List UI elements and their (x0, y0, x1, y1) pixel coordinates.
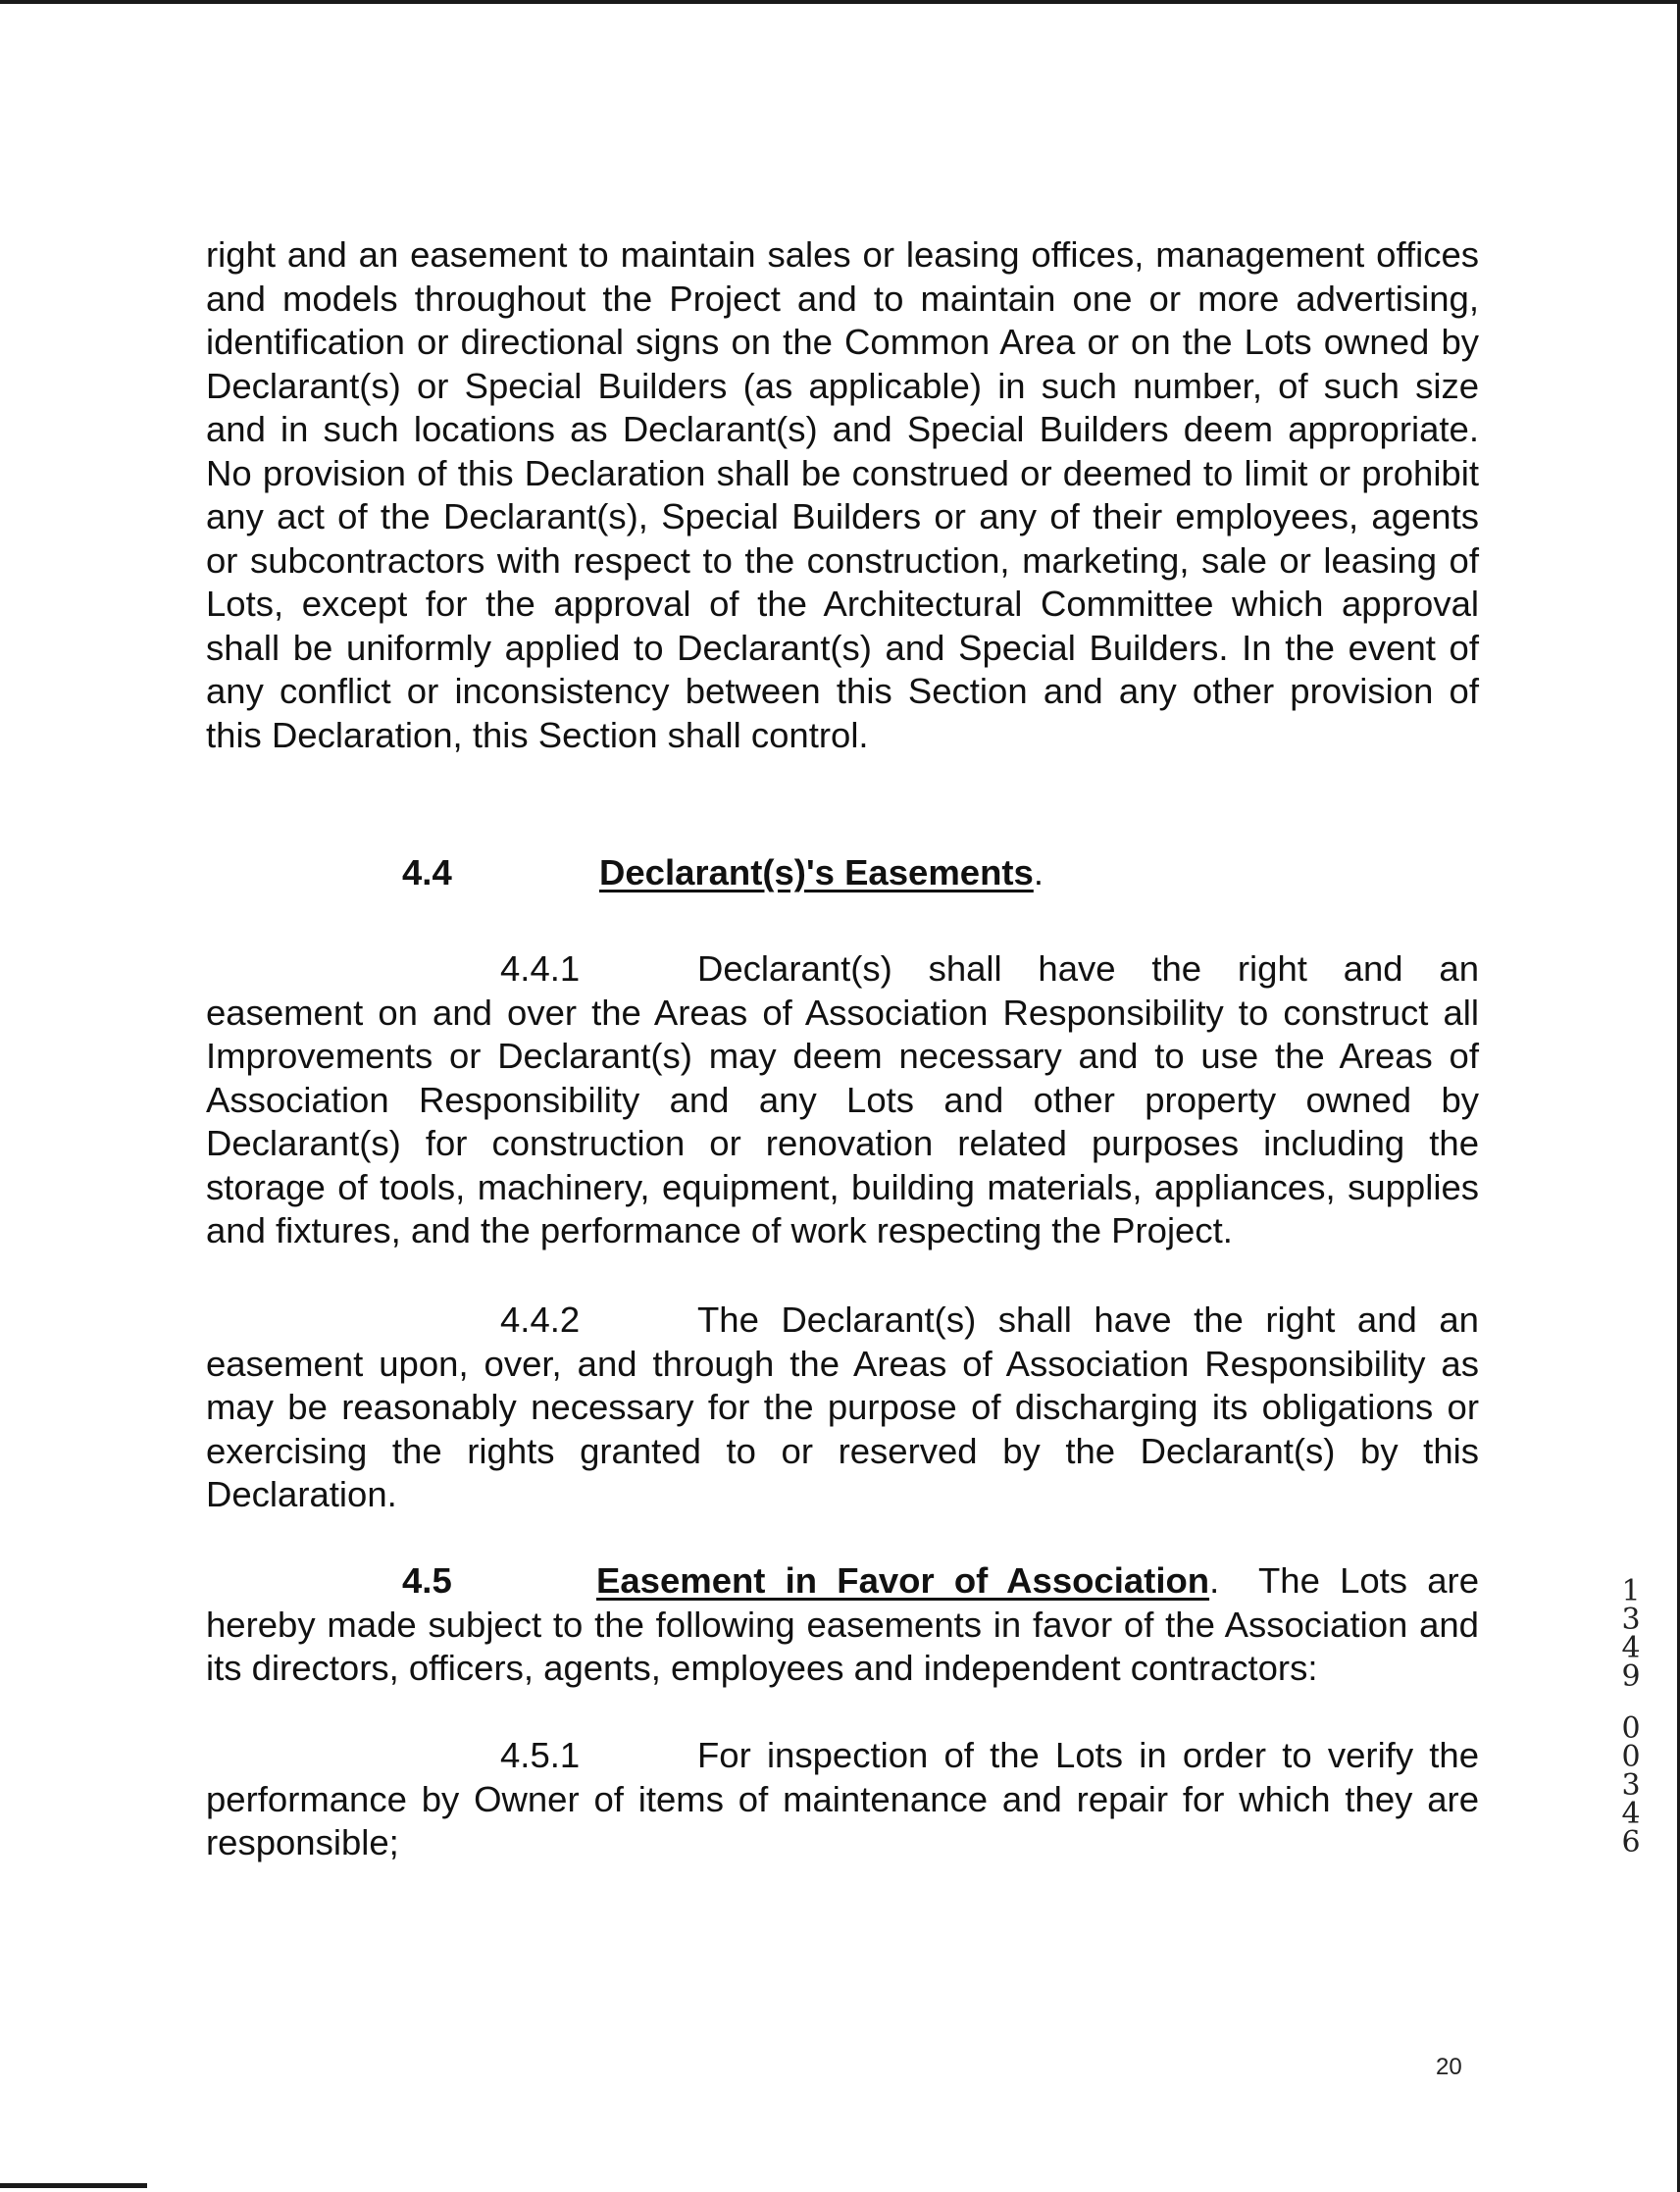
page-number: 20 (1436, 2054, 1462, 2080)
stamp-digit: 4 (1621, 1797, 1641, 1831)
subsection-4-4-1 (206, 947, 1479, 1253)
subsection-4-5-1-text: For inspection of the Lots in order to verify the performance by Owner of items of maintenance and repair for which they are responsible; (206, 1735, 1479, 1862)
stamp-digit: 1 (1621, 1574, 1641, 1608)
subsection-4-4-2-text: The Declarant(s) shall have the right and an easement upon, over, and through the Areas of Association Responsibility as may be reasonably necessary for the purpose of discharging its obligations or exercising the rights granted to or reserved by the Declarant(s) by this Declaration. (206, 1300, 1479, 1514)
scan-edge-top (0, 0, 1680, 4)
section-4-4-number: 4.4 (402, 852, 452, 892)
subsection-4-5-1-number: 4.5.1 (500, 1735, 581, 1775)
subsection-4-4-1-number: 4.4.1 (500, 948, 581, 989)
section-4-4-title-suffix: . (1033, 852, 1044, 892)
stamp-digit: 0 (1621, 1740, 1641, 1774)
margin-recording-stamp (1618, 1574, 1644, 1860)
subsection-4-4-1-text: Declarant(s) shall have the right and an easement on and over the Areas of Association Responsibility to construct all Improvements or Declarant(s) may deem necessary and to use the Areas of Association Responsibility and any Lots and other property owned by Declarant(s) for construction or renovation related purposes including the storage of tools, machinery, equipment, building materials, appliances, supplies and fixtures, and the performance of work respecting the Project. (206, 948, 1479, 1250)
section-4-5-number: 4.5 (402, 1560, 452, 1601)
stamp-digit: 4 (1621, 1631, 1641, 1665)
subsection-4-4-2 (206, 1299, 1479, 1517)
section-4-5-title: Easement in Favor of Association (596, 1560, 1210, 1601)
section-4-4-heading (206, 851, 1479, 895)
continuation-paragraph: right and an easement to maintain sales or leasing offices, management offices and models throughout the Project and to maintain one or more advertising, identification or directional signs on the Common Area or on the Lots owned by Declarant(s) or Special Builders (as applicable) in such number, of such size and in such locations as Declarant(s) and Special Builders deem appropriate. No provision of this Declaration shall be construed or deemed to limit or prohibit any act of the Declarant(s), Special Builders or any of their employees, agents or subcontractors with respect to the construction, marketing, sale or leasing of Lots, except for the approval of the Architectural Committee which approval shall be uniformly applied to Declarant(s) and Special Builders. In the event of any conflict or inconsistency between this Section and any other provision of this Declaration, this Section shall control. (206, 234, 1479, 755)
stamp-digit: 3 (1621, 1768, 1641, 1803)
subsection-4-5-1 (206, 1734, 1479, 1865)
section-4-5-title-suffix: . (1209, 1560, 1220, 1601)
stamp-digit: 9 (1621, 1659, 1641, 1694)
section-4-5 (206, 1559, 1479, 1691)
stamp-digit: 6 (1621, 1825, 1641, 1860)
subsection-4-4-2-number: 4.4.2 (500, 1300, 581, 1340)
document-page (206, 233, 1480, 1862)
stamp-digit: 3 (1621, 1603, 1641, 1637)
section-4-4-title: Declarant(s)'s Easements (599, 852, 1034, 892)
section-4-5-text: The Lots are hereby made subject to the following easements in favor of the Association and its directors, officers, agents, employees and independent contractors: (206, 1560, 1480, 1688)
section-4-4-title-wrap (599, 851, 1044, 895)
stamp-digit: 0 (1621, 1711, 1641, 1746)
scan-edge-bottom (0, 2183, 147, 2188)
